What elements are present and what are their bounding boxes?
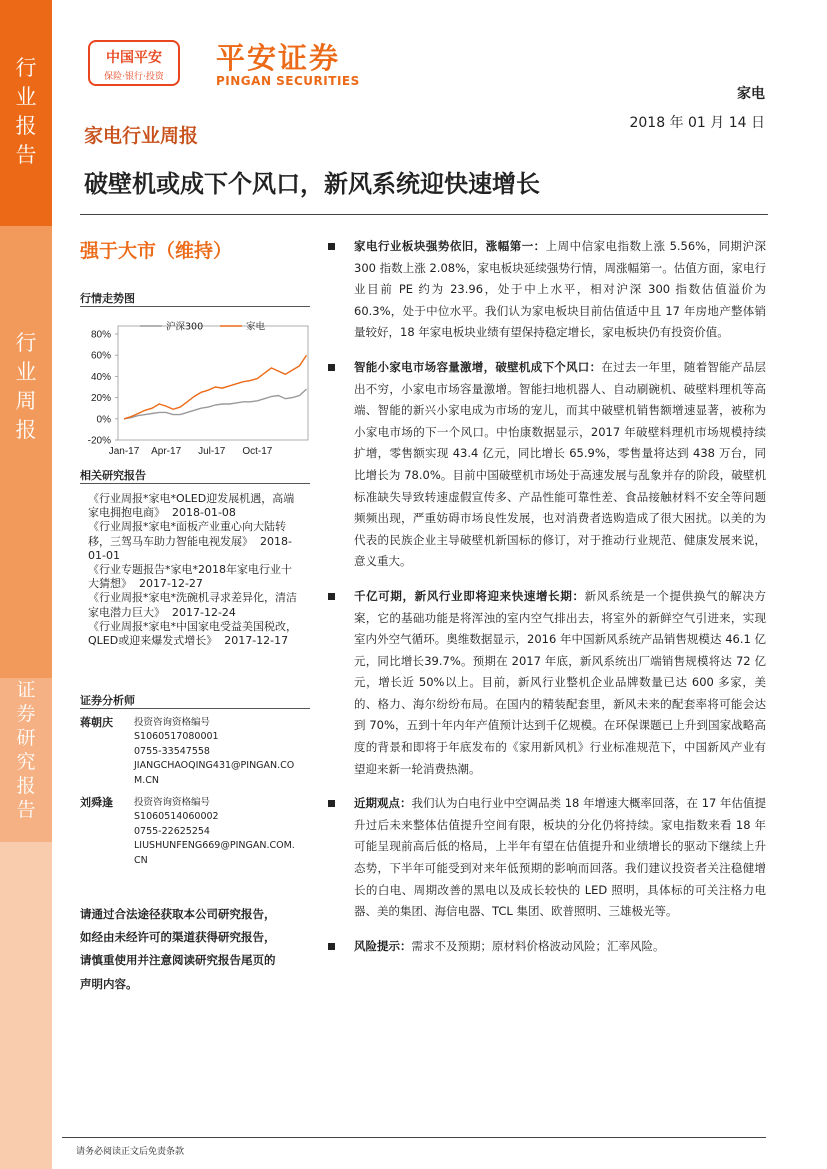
sidebar-blank bbox=[0, 842, 52, 1169]
key-point-body: 在过去一年里，随着智能产品层出不穷，小家电市场容量激增。智能扫地机器人、自动刷碗机、破壁料理机等高端、智能的新兴小家电成为市场的宠儿，而其中破壁机销售额增速显著，被称为小家电市场的下一个风口。中怡康数据显示，2017 年破壁料理机市场规模持续扩增，零售额实现 43.4 亿元，同比增长 65.9%，零售量将达到 438 万台，同比增长为 78.0%。目前中国破壁机市场处于高速发展与乱象并存的阶段，破壁机标准缺失导致转速虚假宣传多、产品性能可靠性差、食品接触材料不安全等问题频频出现，严重妨碍市场良性发展，也对消费者选购造成了很大困扰。以美的为代表的民族企业主导破壁机新国标的修订，对于推动行业规范、健康发展来说，意义重大。 bbox=[354, 359, 767, 569]
sidebar-char: 报 bbox=[15, 114, 37, 138]
analysts-divider bbox=[80, 708, 310, 709]
analyst-phone: 0755-22625254 bbox=[134, 825, 210, 837]
y-tick-label: 20% bbox=[90, 393, 111, 405]
related-report-date: 2017-12-27 bbox=[132, 577, 203, 591]
sidebar-char: 告 bbox=[15, 143, 37, 167]
y-tick-label: -20% bbox=[87, 435, 111, 447]
x-tick-label: Oct-17 bbox=[242, 446, 273, 457]
analyst-info bbox=[134, 796, 300, 868]
sidebar-char: 行 bbox=[15, 331, 37, 355]
y-tick-label: 0% bbox=[96, 414, 111, 426]
analyst-cert-number: S1060514060002 bbox=[134, 811, 219, 823]
y-tick-label: 60% bbox=[90, 350, 111, 362]
key-point-lead: 千亿可期，新风行业即将迎来快速增长期： bbox=[354, 588, 585, 603]
sidebar-char: 券 bbox=[16, 703, 36, 725]
x-tick-label: Jul-17 bbox=[198, 446, 226, 457]
analyst-info bbox=[134, 716, 300, 788]
square-bullet-icon bbox=[328, 943, 335, 950]
analyst-name: 蒋朝庆 bbox=[80, 716, 113, 729]
related-report-item bbox=[88, 563, 298, 591]
key-point-body: 需求不及预期；原材料价格波动风险；汇率风险。 bbox=[411, 938, 665, 953]
x-tick-label: Jan-17 bbox=[108, 446, 140, 457]
report-date: 2018 年 01 月 14 日 bbox=[629, 115, 765, 131]
sidebar-char: 报 bbox=[15, 418, 37, 442]
sidebar-char: 告 bbox=[16, 799, 36, 821]
key-point-lead: 家电行业板块强势依旧，涨幅第一： bbox=[354, 239, 546, 253]
pingan-group-logo-text: 中国平安 bbox=[106, 50, 162, 66]
pingan-securities-logo bbox=[216, 36, 386, 88]
square-bullet-icon bbox=[328, 800, 335, 807]
related-report-item bbox=[88, 492, 298, 520]
market-trend-chart-svg bbox=[80, 312, 312, 464]
key-point bbox=[326, 357, 766, 573]
key-point-body: 上周中信家电指数上涨 5.56%，同期沪深300 指数上涨 2.08%，家电板块延续强势行情，周涨幅第一。估值方面，家电行业目前 PE 约为 23.96，处于中上水平，相对沪深 300 指数估值溢价为 60.3%，处于中位水平。我们认为家电板块目前估值适中且 17 年房地产整体销量较好，18 年家电板块业绩有望保持稳定增长，家电板块仍有投资价值。 bbox=[354, 239, 766, 340]
series-line-home-appliance bbox=[124, 355, 307, 419]
y-tick-label: 80% bbox=[90, 329, 111, 341]
key-point-body: 我们认为白电行业中空调品类 18 年增速大概率回落，在 17 年估值提升过后未来整体估值提升空间有限，板块的分化仍将持续。家电指数来看 18 年可能呈现前高后低的格局，上半年有望在估值提升和业绩增长的驱动下继续上升态势，下半年可能受到对来年低预期的影响而回落。我们建议投资者关注稳健增长的白电、周期改善的黑电以及成长较快的 LED 照明，具体标的可关注格力电器、美的集团、海信电器、TCL 集团、欧普照明、三雄极光等。 bbox=[354, 796, 766, 919]
key-point bbox=[326, 236, 766, 344]
analyst-cert-label: 投资咨询资格编号 bbox=[134, 797, 211, 808]
key-point-lead: 近期观点： bbox=[354, 796, 412, 811]
key-point bbox=[326, 586, 766, 780]
related-reports-title: 相关研究报告 bbox=[80, 469, 146, 482]
analyst-phone: 0755-33547558 bbox=[134, 745, 210, 757]
analyst-email: LIUSHUNFENG669@PINGAN.COM.CN bbox=[134, 840, 295, 866]
square-bullet-icon bbox=[328, 243, 335, 250]
chart-section-title: 行情走势图 bbox=[80, 292, 135, 305]
chart-plot-frame bbox=[118, 326, 308, 440]
related-report-item bbox=[88, 520, 298, 563]
related-report-date: 2018-01-01 bbox=[88, 534, 292, 562]
key-point-lead: 智能小家电市场容量激增，破壁机成下个风口： bbox=[354, 359, 602, 374]
y-tick-label: 40% bbox=[90, 371, 111, 383]
pingan-securities-logo-cn: 平安证券 bbox=[216, 41, 341, 75]
related-report-date: 2018-01-08 bbox=[165, 506, 236, 520]
key-point bbox=[326, 793, 766, 923]
sector-tag: 家电 bbox=[737, 86, 765, 102]
sidebar bbox=[0, 0, 52, 1169]
pingan-securities-logo-en: PINGAN SECURITIES bbox=[216, 74, 360, 88]
sidebar-char: 业 bbox=[15, 360, 37, 384]
key-point-lead: 风险提示： bbox=[354, 938, 412, 953]
rating: 强于大市（维持） bbox=[80, 240, 233, 262]
analyst-email: JIANGCHAOQING431@PINGAN.COM.CN bbox=[134, 760, 295, 786]
related-report-date: 2017-12-24 bbox=[165, 605, 236, 619]
x-tick-label: Apr-17 bbox=[151, 446, 182, 457]
related-report-date: 2017-12-17 bbox=[217, 634, 289, 648]
disclaimer-notice: 请通过合法途径获取本公司研究报告，如经由未经许可的渠道获得研究报告，请慎重使用并注意阅读研究报告尾页的声明内容。 bbox=[80, 907, 276, 991]
chart-section-divider bbox=[80, 306, 310, 307]
related-report-title: 《行业周报*家电*中国家电受益美国税改，QLED或迎来爆发式增长》 bbox=[88, 619, 297, 648]
pingan-group-logo-sub: 保险·银行·投资 bbox=[104, 72, 164, 82]
sidebar-char: 报 bbox=[16, 775, 36, 797]
key-point-body: 新风系统是一个提供换气的解决方案，它的基础功能是将浑浊的室内空气排出去，将室外的新鲜空气引进来，实现室内外空气循环。奥维数据显示，2016 年中国新风系统产品销售规模达 46.1 亿元，同比增长39.7%。预期在 2017 年底，新风系统出厂端销售规模将达 72 亿元，增长近 50%以上。目前，新风行业整机企业品牌数量已达 600 多家，美的、格力、海尔纷纷布局。在国内的精装配套里，新风未来的配套率将可能会达到 70%，五到十年内年产值预计达到千亿规模。在环保课题已上升到国家战略高度的背景和即将于年底发布的《家用新风机》行业标准规范下，中国新风产业有望迎来新一轮消费热潮。 bbox=[354, 588, 767, 776]
related-report-title: 《行业专题报告*家电*2018年家电行业十大猜想》 bbox=[88, 563, 292, 591]
square-bullet-icon bbox=[328, 364, 335, 371]
footer-divider bbox=[62, 1137, 766, 1138]
sidebar-char: 研 bbox=[16, 727, 36, 749]
related-report-title: 《行业周报*家电*OLED迎发展机遇，高端家电拥抱电商》 bbox=[88, 492, 295, 520]
sidebar-report-type bbox=[0, 0, 52, 226]
analysts-title: 证券分析师 bbox=[80, 694, 135, 707]
legend-label: 沪深300 bbox=[166, 321, 204, 333]
header-divider bbox=[80, 214, 768, 215]
related-report-item bbox=[88, 591, 298, 619]
market-trend-chart bbox=[80, 312, 312, 464]
analyst-card bbox=[80, 716, 300, 788]
sidebar-char: 业 bbox=[15, 85, 37, 109]
related-reports-list bbox=[88, 492, 298, 648]
series-line-hs300 bbox=[124, 389, 307, 419]
related-reports-divider bbox=[80, 483, 310, 484]
sidebar-char: 证 bbox=[16, 679, 36, 701]
related-report-item bbox=[88, 620, 298, 648]
square-bullet-icon bbox=[328, 593, 335, 600]
sidebar-report-category bbox=[0, 226, 52, 678]
analyst-cert-number: S1060517080001 bbox=[134, 731, 219, 743]
legend-label: 家电 bbox=[246, 321, 266, 333]
sidebar-report-class bbox=[0, 678, 52, 842]
related-report-title: 《行业周报*家电*洗碗机寻求差异化，清洁家电潜力巨大》 bbox=[88, 591, 297, 619]
related-report-title: 《行业周报*家电*面板产业重心向大陆转移，三驾马车助力智能电视发展》 bbox=[88, 520, 286, 548]
analyst-name: 刘舜逢 bbox=[80, 796, 113, 809]
page-title: 破壁机或成下个风口，新风系统迎快速增长 bbox=[84, 170, 540, 198]
sidebar-char: 究 bbox=[16, 751, 36, 773]
sidebar-char: 周 bbox=[15, 389, 37, 413]
analyst-card bbox=[80, 796, 300, 868]
sidebar-char: 行 bbox=[15, 56, 37, 80]
footer-note: 请务必阅读正文后免责条款 bbox=[76, 1147, 185, 1157]
pingan-group-logo bbox=[88, 40, 180, 86]
main-content bbox=[326, 236, 766, 970]
key-point bbox=[326, 936, 766, 958]
analyst-cert-label: 投资咨询资格编号 bbox=[134, 717, 211, 728]
report-series: 家电行业周报 bbox=[84, 125, 199, 147]
